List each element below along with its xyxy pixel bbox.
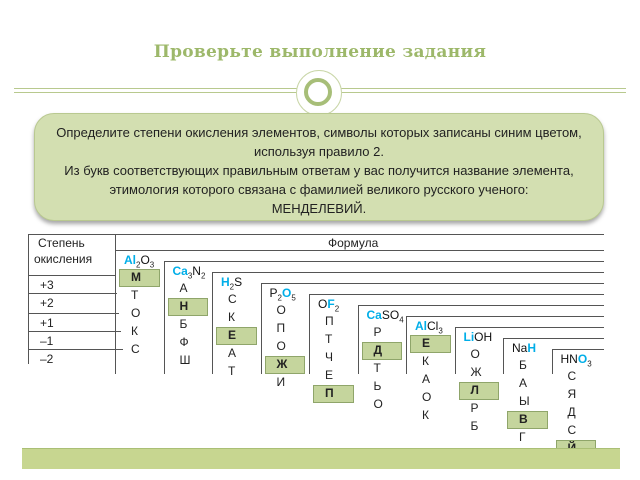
formula-column-divider (212, 272, 213, 374)
formula-header (318, 297, 339, 313)
formula-column-divider (552, 349, 553, 374)
answer-letter: Ы (519, 394, 530, 408)
formula-part: O (318, 297, 328, 311)
formula-column-divider (261, 283, 262, 374)
task-line: МЕНДЕЛЕВИЙ. (271, 201, 367, 216)
answer-letter: С (228, 292, 237, 306)
formula-column-divider (503, 338, 504, 374)
bottom-bar (22, 448, 620, 469)
answer-table (28, 234, 604, 444)
formula-header (464, 330, 493, 344)
formula-header (512, 341, 536, 355)
answer-letter: А (228, 346, 237, 360)
task-line: этимология которого связана с фамилией великого русского ученого: (109, 182, 529, 197)
formula-part: Cl (427, 319, 439, 333)
answer-letter: А (519, 376, 528, 390)
answer-letter: Е (422, 336, 431, 350)
formula-part: 3 (587, 359, 592, 369)
answer-letter: Н (179, 299, 189, 313)
answer-letter: О (470, 347, 480, 361)
task-box (34, 113, 604, 221)
answer-letter: К (422, 354, 429, 368)
answer-letter: В (519, 412, 528, 426)
formula-part: O (140, 253, 150, 267)
answer-letter: Р (373, 325, 382, 339)
answer-letter: К (228, 310, 235, 324)
answer-letter: М (131, 270, 141, 284)
formula-step-line (455, 327, 605, 328)
formula-part: N (192, 264, 201, 278)
answer-letter: О (373, 397, 383, 411)
formula-step-line (358, 305, 605, 306)
answer-letter: Т (131, 288, 139, 302)
answer-letter: О (131, 306, 141, 320)
answer-letter: Т (228, 364, 236, 378)
formula-part: 3 (438, 326, 443, 336)
degree-label: +1 (40, 316, 54, 330)
formula-step-line (406, 316, 604, 317)
answer-letter: Т (325, 332, 333, 346)
slide-title: Проверьте выполнение задания (153, 42, 487, 62)
answer-letter: И (276, 375, 286, 389)
formula-column-divider (115, 250, 116, 374)
formula-header (415, 319, 443, 335)
answer-letter: С (131, 342, 140, 356)
formula-column-divider (358, 305, 359, 374)
formula-part: O (577, 352, 588, 366)
header-formula: Формула (328, 236, 379, 250)
answer-letter: Е (325, 368, 334, 382)
formula-part: 2 (229, 282, 235, 292)
task-line: Из букв соответствующих правильным ответам у вас получится название элемента, (64, 163, 574, 178)
formula-part: 2 (277, 293, 282, 303)
answer-letter: Б (519, 358, 527, 372)
degree-row-line (28, 331, 121, 332)
answer-letter: Ж (470, 365, 482, 379)
answer-letter: Ь (373, 379, 382, 393)
formula-part: Ca (172, 264, 188, 278)
formula-step-line (309, 294, 604, 295)
degree-row-line (28, 349, 123, 350)
answer-letter: Ш (179, 353, 191, 367)
answer-letter: Д (567, 405, 576, 419)
degree-label: +3 (40, 278, 54, 292)
formula-header (173, 264, 206, 280)
formula-part: Al (415, 319, 427, 333)
answer-letter: Ч (325, 350, 333, 364)
formula-column-divider (164, 261, 165, 374)
formula-header (270, 286, 296, 302)
degree-row-line (28, 275, 115, 276)
formula-part: O (281, 286, 292, 300)
formula-part: S (234, 275, 243, 289)
correct-answer-highlight (410, 335, 451, 353)
answer-letter: К (422, 408, 429, 422)
answer-letter: Г (519, 430, 526, 444)
formula-part: 3 (187, 271, 193, 281)
formula-column-divider (309, 294, 310, 374)
answer-letter: О (422, 390, 432, 404)
formula-header (124, 253, 154, 269)
formula-part: HN (560, 352, 578, 366)
formula-step-line (164, 261, 605, 262)
answer-letter: Т (373, 361, 381, 375)
answer-letter: П (325, 386, 334, 400)
table-border-left (28, 234, 29, 364)
formula-part: Ca (366, 308, 382, 322)
formula-part: F (327, 297, 335, 311)
formula-header (561, 352, 592, 368)
answer-letter: О (276, 339, 286, 353)
task-line: Определите степени окисления элементов, символы которых записаны синим цветом, (56, 125, 582, 140)
formula-part: Na (512, 341, 528, 355)
formula-part: 5 (291, 293, 296, 303)
answer-letter: Б (470, 419, 479, 433)
header-degree-2: окисления (34, 252, 93, 266)
answer-letter: Д (373, 343, 383, 357)
answer-letter: Ж (276, 357, 288, 371)
answer-letter: С (567, 423, 577, 437)
formula-part: H (527, 341, 537, 355)
decorative-circle-icon (304, 78, 332, 106)
formula-part: SO (381, 308, 400, 322)
answer-letter: С (567, 369, 577, 383)
header-degree: Степень (38, 236, 85, 250)
answer-letter: Р (470, 401, 479, 415)
formula-part: 2 (200, 271, 206, 281)
degree-row-line (28, 293, 117, 294)
formula-part: 2 (334, 304, 340, 314)
answer-letter: Я (567, 387, 577, 401)
formula-part: OH (474, 330, 493, 344)
answer-letter: Е (228, 328, 237, 342)
formula-part: 3 (149, 260, 155, 270)
answer-letter: П (325, 314, 334, 328)
answer-letter: Л (470, 383, 479, 397)
answer-letter: О (276, 303, 286, 317)
task-line: используя правило 2. (253, 144, 384, 159)
answer-letter: К (131, 324, 138, 338)
task-text (45, 123, 593, 218)
formula-step-line (212, 272, 604, 273)
answer-letter: А (179, 281, 188, 295)
degree-label: –1 (40, 334, 54, 348)
formula-part: Li (463, 330, 475, 344)
formula-column-divider (455, 327, 456, 374)
formula-part: Al (124, 253, 136, 267)
formula-part: 2 (136, 260, 141, 270)
correct-answer-highlight (216, 327, 257, 345)
formula-step-line (261, 283, 605, 284)
degree-label: –2 (40, 352, 54, 366)
formula-step-line (552, 349, 605, 350)
formula-part: 4 (399, 315, 404, 325)
answer-letter: П (276, 321, 286, 335)
formula-step-line (115, 250, 604, 251)
answer-letter: Б (179, 317, 188, 331)
formula-step-line (503, 338, 604, 339)
degree-row-line (28, 313, 119, 314)
formula-part: H (221, 275, 230, 289)
answer-letter: А (422, 372, 431, 386)
formula-header (367, 308, 404, 324)
formula-header (221, 275, 242, 291)
formula-part: P (269, 286, 278, 300)
answer-letter: Ф (179, 335, 189, 349)
formula-column-divider (406, 316, 407, 374)
degree-label: +2 (40, 296, 54, 310)
